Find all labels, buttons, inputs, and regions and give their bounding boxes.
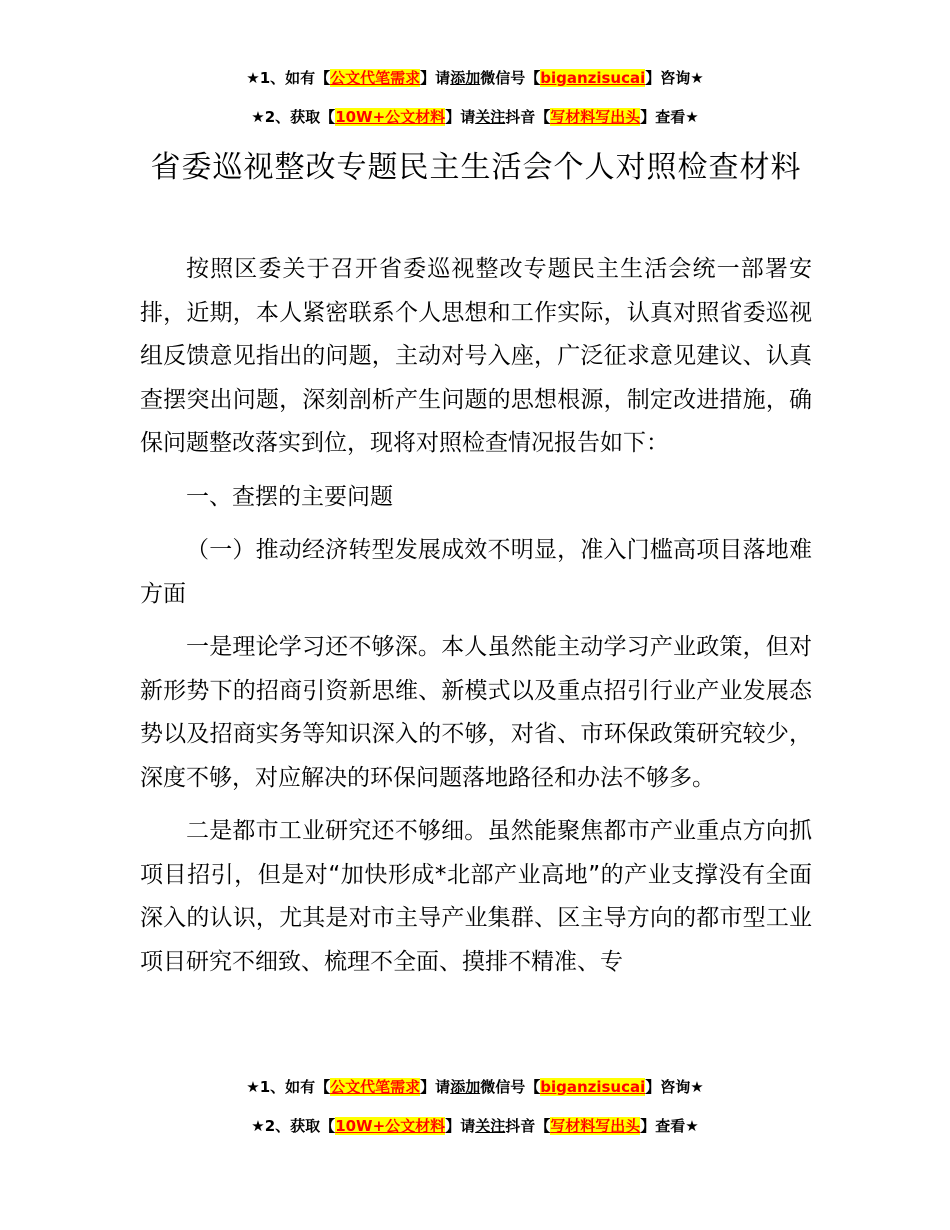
- banner-highlight: 10W+公文材料: [335, 108, 446, 126]
- banner-highlight: 写材料写出头: [550, 108, 641, 126]
- subsection-heading: （一）推动经济转型发展成效不明显，准入门槛高项目落地难方面: [140, 537, 812, 607]
- footer-banner-line-1: [0, 1077, 950, 1097]
- banner-text: 微信号【: [480, 1078, 541, 1096]
- body-paragraph: 一是理论学习还不够深。本人虽然能主动学习产业政策，但对新形势下的招商引资新思维、新模式以及重点招引行业产业发展态势以及招商实务等知识深入的不够，对省、市环保政策研究较少，深度不够，对应解决的环保问题落地路径和办法不够多。: [140, 634, 812, 791]
- banner-text: 抖音【: [505, 108, 551, 126]
- banner-text: 抖音【: [505, 1117, 551, 1135]
- banner-text: 】请: [420, 69, 451, 87]
- banner-underline: 添加: [450, 69, 481, 87]
- body-paragraph: 二是都市工业研究还不够细。虽然能聚焦都市产业重点方向抓项目招引，但是对“加快形成*北部产业高地”的产业支撑没有全面深入的认识，尤其是对市主导产业集群、区主导方向的都市型工业项目研究不细致、梳理不全面、摸排不精准、专: [140, 818, 812, 975]
- banner-text: 微信号【: [480, 69, 541, 87]
- banner-text: 】查看★: [640, 108, 699, 126]
- intro-paragraph: 按照区委关于召开省委巡视整改专题民主生活会统一部署安排，近期，本人紧密联系个人思想和工作实际，认真对照省委巡视组反馈意见指出的问题，主动对号入座，广泛征求意见建议、认真查摆突出问题，深刻剖析产生问题的思想根源，制定改进措施，确保问题整改落实到位，现将对照检查情况报告如下：: [140, 256, 812, 456]
- header-banner-line-1: [0, 68, 950, 88]
- banner-underline: 关注: [475, 1117, 506, 1135]
- banner-text: 】咨询★: [645, 69, 704, 87]
- banner-highlight: biganzisucai: [540, 1078, 646, 1096]
- banner-text: ★2、获取【: [251, 1117, 336, 1135]
- banner-text: 】请: [445, 1117, 476, 1135]
- document-title: 省委巡视整改专题民主生活会个人对照检查材料: [150, 150, 802, 185]
- banner-highlight: biganzisucai: [540, 69, 646, 87]
- footer-banner-line-2: [0, 1116, 950, 1136]
- banner-text: 】请: [420, 1078, 451, 1096]
- banner-underline: 添加: [450, 1078, 481, 1096]
- banner-highlight: 公文代笔需求: [330, 1078, 421, 1096]
- banner-text: ★2、获取【: [251, 108, 336, 126]
- banner-highlight: 公文代笔需求: [330, 69, 421, 87]
- banner-highlight: 写材料写出头: [550, 1117, 641, 1135]
- banner-underline: 关注: [475, 108, 506, 126]
- section-heading: 一、查摆的主要问题: [186, 483, 393, 510]
- banner-text: 】查看★: [640, 1117, 699, 1135]
- document-body: [140, 248, 812, 994]
- banner-text: ★1、如有【: [246, 69, 331, 87]
- banner-text: ★1、如有【: [246, 1078, 331, 1096]
- banner-text: 】咨询★: [645, 1078, 704, 1096]
- header-banner-line-2: [0, 107, 950, 127]
- banner-highlight: 10W+公文材料: [335, 1117, 446, 1135]
- banner-text: 】请: [445, 108, 476, 126]
